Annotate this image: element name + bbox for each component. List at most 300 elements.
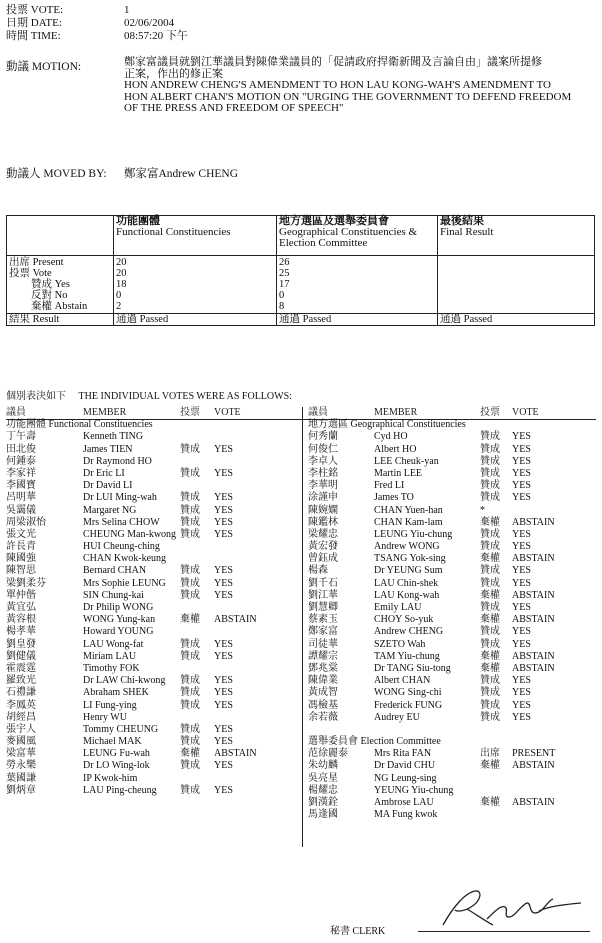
motion-label: 動議 MOTION: <box>6 61 82 73</box>
member-vote-zh: 棄權 <box>480 516 500 528</box>
member-zh-name: 劉漢銓 <box>308 797 338 808</box>
member-vote-zh: 贊成 <box>480 541 500 553</box>
member-vote: YES <box>214 687 233 699</box>
member-vote-zh: 贊成 <box>480 577 500 589</box>
member-en-name: Dr LO Wing-lok <box>83 760 150 772</box>
member-zh-name: 吳靄儀 <box>6 504 36 516</box>
gc-vote: 25 <box>279 268 290 279</box>
member-zh-name: 余若薇 <box>308 711 338 723</box>
member-vote-zh: 棄權 <box>480 662 500 674</box>
member-vote-zh: 贊成 <box>180 736 200 748</box>
member-en-name: YEUNG Yiu-chung <box>374 784 454 796</box>
member-vote-zh: 贊成 <box>180 760 200 772</box>
member-vote: ABSTAIN <box>512 662 555 674</box>
member-row <box>308 444 596 456</box>
member-zh-name: 何俊仁 <box>308 443 338 455</box>
member-vote-zh: 棄權 <box>480 589 500 601</box>
member-row <box>6 553 298 565</box>
gc-yes: 17 <box>279 279 290 290</box>
col-vote-header: VOTE <box>512 407 539 418</box>
member-row <box>308 480 596 492</box>
member-vote-zh: 贊成 <box>180 528 200 540</box>
member-zh-name: 黃成智 <box>308 687 338 699</box>
member-row <box>308 809 596 821</box>
member-row <box>308 541 596 553</box>
member-vote: YES <box>214 650 233 662</box>
left-column-headers <box>6 407 298 419</box>
member-vote: YES <box>214 565 233 577</box>
member-zh-name: 劉千石 <box>308 577 338 589</box>
member-row <box>6 712 298 724</box>
member-en-name: WONG Yung-kan <box>83 614 156 626</box>
member-en-name: CHAN Yuen-han <box>374 504 443 516</box>
member-zh-name: 楊耀忠 <box>308 784 338 796</box>
member-vote-zh: 贊成 <box>480 602 500 613</box>
member-zh-name: 李柱銘 <box>308 467 338 479</box>
member-zh-name: 丁午壽 <box>6 431 36 443</box>
member-zh-name: 黃容根 <box>6 614 36 626</box>
member-vote: YES <box>214 699 233 711</box>
member-en-name: James TIEN <box>83 443 133 455</box>
gc-no: 0 <box>279 290 285 301</box>
member-zh-name: 劉健儀 <box>6 650 36 662</box>
member-vote-zh: 贊成 <box>180 504 200 516</box>
member-row <box>6 590 298 602</box>
member-vote-zh: 贊成 <box>180 577 200 589</box>
clerk-signature <box>435 885 585 930</box>
member-vote: YES <box>512 467 531 479</box>
col-vote-zh-header: 投票 <box>480 407 500 418</box>
member-row <box>6 748 298 760</box>
member-zh-name: 朱幼麟 <box>308 760 338 772</box>
fc-vote: 20 <box>116 268 127 279</box>
member-en-name: LAU Wong-fat <box>83 638 144 650</box>
member-row <box>6 480 298 492</box>
member-zh-name: 李國寶 <box>6 480 36 492</box>
motion-zh-line1: 鄭家富議員就劉江華議員對陳偉業議員的「促請政府捍衛新聞及言論自由」議案所提修 <box>124 56 542 68</box>
member-en-name: LAU Kong-wah <box>374 589 440 601</box>
member-zh-name: 梁耀忠 <box>308 528 338 540</box>
member-zh-name: 楊森 <box>308 565 328 577</box>
member-vote-zh: 贊成 <box>480 492 500 504</box>
member-row <box>6 578 298 590</box>
member-vote-zh: 贊成 <box>480 711 500 723</box>
col-member-header: MEMBER <box>374 407 418 418</box>
member-row <box>308 553 596 565</box>
member-vote: YES <box>512 675 531 687</box>
member-vote-zh: 贊成 <box>480 480 500 492</box>
member-vote-zh: 贊成 <box>180 638 200 650</box>
summary-blank-cell <box>7 216 114 256</box>
present-label: 出席 Present <box>9 257 64 268</box>
member-en-name: TSANG Yok-sing <box>374 553 446 565</box>
member-zh-name: 單仲偕 <box>6 589 36 601</box>
member-vote-zh: 棄權 <box>480 553 500 565</box>
motion-en-line2: HON ALBERT CHAN'S MOTION ON "URGING THE GOVERNMENT TO DEFEND FREEDOM <box>124 90 572 103</box>
member-row <box>308 565 596 577</box>
member-row <box>308 773 596 785</box>
member-zh-name: 張宇人 <box>6 723 36 735</box>
member-vote: YES <box>214 492 233 504</box>
member-row <box>6 468 298 480</box>
member-vote: YES <box>512 687 531 699</box>
member-vote-zh: 贊成 <box>180 492 200 504</box>
member-row <box>308 468 596 480</box>
member-zh-name: 曾鈺成 <box>308 553 338 565</box>
member-zh-name: 周梁淑怡 <box>6 516 46 528</box>
member-zh-name: 陳國強 <box>6 553 36 565</box>
member-vote: YES <box>214 784 233 796</box>
member-zh-name: 許長青 <box>6 541 36 553</box>
time-value: 08:57:20 下午 <box>124 30 188 42</box>
summary-labels <box>7 256 114 314</box>
gc-en-heading-1: Geographical Constituencies & <box>279 226 418 238</box>
member-vote-zh: 贊成 <box>180 516 200 528</box>
member-vote: YES <box>512 711 531 723</box>
member-row <box>6 663 298 675</box>
member-en-name: LEUNG Fu-wah <box>83 748 150 760</box>
member-vote: YES <box>214 504 233 516</box>
member-vote-zh: 贊成 <box>180 675 200 687</box>
member-zh-name: 馬逢國 <box>308 809 338 821</box>
member-vote: YES <box>512 638 531 650</box>
fc-no: 0 <box>116 290 122 301</box>
fc-en-heading: Functional Constituencies <box>116 226 231 238</box>
member-vote-zh: 贊成 <box>180 723 200 735</box>
member-vote-zh: 贊成 <box>180 699 200 711</box>
fc-result: 通過 Passed <box>114 314 277 326</box>
date-label: 日期 DATE: <box>6 17 62 29</box>
member-zh-name: 麥國風 <box>6 736 36 748</box>
member-vote: YES <box>512 443 531 455</box>
member-vote-zh: 棄權 <box>480 614 500 626</box>
member-row <box>6 492 298 504</box>
member-en-name: CHEUNG Man-kwong <box>83 528 177 540</box>
member-en-name: Dr Eric LI <box>83 467 125 479</box>
member-row <box>308 687 596 699</box>
member-en-name: CHAN Kam-lam <box>374 516 443 528</box>
member-en-name: IP Kwok-him <box>83 772 138 784</box>
member-en-name: Mrs Selina CHOW <box>83 516 160 528</box>
fc-present: 20 <box>116 257 127 268</box>
member-vote: YES <box>214 577 233 589</box>
member-vote-zh: 贊成 <box>180 687 200 699</box>
right-column-headers <box>308 407 596 419</box>
member-en-name: Tommy CHEUNG <box>83 723 159 735</box>
member-vote: YES <box>512 480 531 492</box>
member-en-name: Dr YEUNG Sum <box>374 565 443 577</box>
member-vote: YES <box>512 455 531 467</box>
member-row <box>6 651 298 663</box>
member-vote: YES <box>214 589 233 601</box>
member-vote-zh: 贊成 <box>480 467 500 479</box>
fc-yes: 18 <box>116 279 127 290</box>
member-en-name: LAU Ping-cheung <box>83 784 157 796</box>
final-counts-blank <box>438 256 595 314</box>
member-zh-name: 劉皇發 <box>6 638 36 650</box>
member-zh-name: 陳偉業 <box>308 675 338 687</box>
member-zh-name: 涂謹申 <box>308 492 338 504</box>
member-vote-zh: 贊成 <box>480 699 500 711</box>
member-vote-zh: 棄權 <box>180 748 200 760</box>
member-vote: YES <box>214 443 233 455</box>
member-en-name: Dr David LI <box>83 480 133 492</box>
member-vote-zh: 贊成 <box>180 443 200 455</box>
member-zh-name: 李華明 <box>308 480 338 492</box>
member-zh-name: 梁劉柔芬 <box>6 577 46 589</box>
member-row <box>308 590 596 602</box>
member-row <box>6 687 298 699</box>
member-zh-name: 吳亮星 <box>308 772 338 784</box>
final-zh-heading: 最後結果 <box>440 215 484 227</box>
member-en-name: CHOY So-yuk <box>374 614 434 626</box>
member-en-name: SZETO Wah <box>374 638 426 650</box>
member-vote: YES <box>214 675 233 687</box>
member-en-name: CHAN Kwok-keung <box>83 553 167 565</box>
member-zh-name: 黃宜弘 <box>6 602 36 613</box>
member-vote: ABSTAIN <box>512 589 555 601</box>
member-zh-name: 胡經昌 <box>6 711 36 723</box>
member-en-name: TAM Yiu-chung <box>374 650 440 662</box>
member-vote-zh: 贊成 <box>480 565 500 577</box>
member-en-name: Dr LAW Chi-kwong <box>83 675 166 687</box>
vote-number-label: 投票 VOTE: <box>6 4 64 16</box>
member-zh-name: 勞永樂 <box>6 760 36 772</box>
member-en-name: Dr David CHU <box>374 760 436 772</box>
member-row <box>6 529 298 541</box>
gc-section-label: 地方選區 Geographical Constituencies <box>308 419 466 431</box>
clerk-label: 秘書 CLERK <box>330 926 386 937</box>
member-row <box>308 651 596 663</box>
member-en-name: James TO <box>374 492 414 504</box>
member-zh-name: 劉慧卿 <box>308 602 338 613</box>
member-vote: ABSTAIN <box>512 650 555 662</box>
member-row <box>6 639 298 651</box>
fc-abstain: 2 <box>116 301 122 312</box>
member-vote: YES <box>512 541 531 553</box>
gc-zh-heading: 地方選區及選舉委員會 <box>279 215 389 227</box>
member-row <box>308 614 596 626</box>
member-zh-name: 馮檢基 <box>308 699 338 711</box>
member-vote-zh: 贊成 <box>480 638 500 650</box>
member-vote: YES <box>214 467 233 479</box>
individual-votes-heading: 個別表決如下 THE INDIVIDUAL VOTES WERE AS FOLLOWS: <box>6 391 292 402</box>
member-en-name: Bernard CHAN <box>83 565 147 577</box>
gc-present: 26 <box>279 257 290 268</box>
member-vote: YES <box>214 638 233 650</box>
member-en-name: Dr TANG Siu-tong <box>374 662 451 674</box>
member-en-name: Cyd HO <box>374 431 408 443</box>
member-en-name: Audrey EU <box>374 711 420 723</box>
member-en-name: Emily LAU <box>374 602 422 613</box>
ec-section-heading <box>308 736 596 748</box>
col-member-header: MEMBER <box>83 407 127 418</box>
member-row <box>6 431 298 443</box>
member-vote: ABSTAIN <box>512 760 555 772</box>
member-vote-zh: 贊成 <box>180 784 200 796</box>
member-vote: ABSTAIN <box>512 553 555 565</box>
member-row <box>308 785 596 797</box>
member-zh-name: 范徐麗泰 <box>308 748 348 760</box>
member-row <box>308 529 596 541</box>
member-row <box>308 797 596 809</box>
member-en-name: Frederick FUNG <box>374 699 443 711</box>
final-result: 通過 Passed <box>438 314 595 326</box>
member-zh-name: 鄭家富 <box>308 626 338 638</box>
gc-counts <box>277 256 438 314</box>
member-en-name: Dr Philip WONG <box>83 602 154 613</box>
spacer <box>308 724 596 736</box>
gc-abstain: 8 <box>279 301 285 312</box>
member-en-name: Mrs Sophie LEUNG <box>83 577 166 589</box>
member-vote-zh: 贊成 <box>180 589 200 601</box>
member-en-name: MA Fung kwok <box>374 809 438 821</box>
member-en-name: SIN Chung-kai <box>83 589 144 601</box>
member-en-name: Howard YOUNG <box>83 626 154 638</box>
member-en-name: Michael MAK <box>83 736 142 748</box>
member-zh-name: 霍震霆 <box>6 662 36 674</box>
clerk-signature-line <box>418 931 590 932</box>
member-en-name: Andrew CHENG <box>374 626 444 638</box>
member-row <box>308 760 596 772</box>
member-zh-name: 張文光 <box>6 528 36 540</box>
fc-section-heading <box>6 419 298 431</box>
member-zh-name: 羅致光 <box>6 675 36 687</box>
motion-text <box>124 57 594 115</box>
member-row <box>308 456 596 468</box>
member-vote-zh: * <box>480 504 485 516</box>
member-zh-name: 蔡素玉 <box>308 614 338 626</box>
member-en-name: HUI Cheung-ching <box>83 541 160 553</box>
member-vote-zh: 贊成 <box>480 675 500 687</box>
col-zh-header: 議員 <box>308 407 328 418</box>
no-label: 反對 No <box>31 290 68 301</box>
member-row <box>308 431 596 443</box>
member-row <box>308 578 596 590</box>
member-zh-name: 譚耀宗 <box>308 650 338 662</box>
member-row <box>6 724 298 736</box>
member-zh-name: 鄧兆棠 <box>308 662 338 674</box>
member-row <box>6 444 298 456</box>
member-vote: ABSTAIN <box>512 797 555 808</box>
gc-result: 通過 Passed <box>277 314 438 326</box>
member-zh-name: 葉國謙 <box>6 772 36 784</box>
member-zh-name: 石禮謙 <box>6 687 36 699</box>
member-en-name: Albert HO <box>374 443 417 455</box>
member-en-name: NG Leung-sing <box>374 772 437 784</box>
member-zh-name: 田北俊 <box>6 443 36 455</box>
member-vote: YES <box>512 699 531 711</box>
time-label: 時間 TIME: <box>6 30 61 42</box>
moved-by-label: 動議人 MOVED BY: <box>6 168 107 180</box>
member-vote-zh: 贊成 <box>480 528 500 540</box>
final-en-heading: Final Result <box>440 226 494 238</box>
member-vote: PRESENT <box>512 748 556 760</box>
member-en-name: Margaret NG <box>83 504 137 516</box>
vote-number: 1 <box>124 4 130 16</box>
member-row <box>308 517 596 529</box>
member-vote: ABSTAIN <box>512 614 555 626</box>
summary-header-gc <box>277 216 438 256</box>
member-zh-name: 李家祥 <box>6 467 36 479</box>
geographical-votes-column <box>308 407 596 821</box>
fc-section-label: 功能團體 Functional Constituencies <box>6 419 153 431</box>
member-en-name: Miriam LAU <box>83 650 137 662</box>
member-row <box>6 505 298 517</box>
abstain-label: 棄權 Abstain <box>31 301 88 312</box>
member-vote: ABSTAIN <box>214 748 257 760</box>
member-row <box>6 700 298 712</box>
member-en-name: LEE Cheuk-yan <box>374 455 439 467</box>
member-row <box>6 675 298 687</box>
member-zh-name: 黃宏發 <box>308 541 338 553</box>
member-en-name: Dr LUI Ming-wah <box>83 492 157 504</box>
member-en-name: Andrew WONG <box>374 541 440 553</box>
col-vote-zh-header: 投票 <box>180 407 200 418</box>
member-vote-zh: 贊成 <box>180 467 200 479</box>
member-row <box>6 773 298 785</box>
member-row <box>6 614 298 626</box>
member-vote: YES <box>512 565 531 577</box>
member-zh-name: 何鍾泰 <box>6 455 36 467</box>
member-vote-zh: 贊成 <box>480 626 500 638</box>
member-en-name: Kenneth TING <box>83 431 144 443</box>
member-vote: YES <box>214 528 233 540</box>
member-vote: YES <box>512 626 531 638</box>
member-row <box>6 517 298 529</box>
member-en-name: LAU Chin-shek <box>374 577 439 589</box>
member-zh-name: 李鳳英 <box>6 699 36 711</box>
member-row <box>6 565 298 577</box>
member-vote-zh: 棄權 <box>480 760 500 772</box>
member-vote: YES <box>512 492 531 504</box>
gc-en-heading-2: Election Committee <box>279 237 368 249</box>
member-vote-zh: 贊成 <box>480 443 500 455</box>
member-en-name: Albert CHAN <box>374 675 431 687</box>
member-zh-name: 劉江華 <box>308 589 338 601</box>
member-zh-name: 司徒華 <box>308 638 338 650</box>
member-en-name: Abraham SHEK <box>83 687 149 699</box>
member-vote-zh: 贊成 <box>480 431 500 443</box>
member-zh-name: 陳智思 <box>6 565 36 577</box>
member-vote: YES <box>512 602 531 613</box>
member-vote-zh: 棄權 <box>480 797 500 808</box>
member-row <box>308 663 596 675</box>
vote-label: 投票 Vote <box>9 268 52 279</box>
member-row <box>308 492 596 504</box>
member-vote: ABSTAIN <box>214 614 257 626</box>
ec-section-label: 選舉委員會 Election Committee <box>308 736 441 748</box>
member-row <box>308 505 596 517</box>
member-row <box>308 639 596 651</box>
member-en-name: Ambrose LAU <box>374 797 434 808</box>
member-vote: YES <box>214 736 233 748</box>
member-row <box>6 626 298 638</box>
functional-votes-column <box>6 407 298 797</box>
member-vote: YES <box>512 528 531 540</box>
member-vote-zh: 贊成 <box>180 565 200 577</box>
member-row <box>6 736 298 748</box>
member-zh-name: 梁富華 <box>6 748 36 760</box>
member-en-name: Dr Raymond HO <box>83 455 152 467</box>
gc-section-heading <box>308 419 596 431</box>
member-en-name: Henry WU <box>83 711 127 723</box>
summary-table <box>6 215 595 326</box>
member-vote: YES <box>512 431 531 443</box>
member-row <box>6 541 298 553</box>
date-value: 02/06/2004 <box>124 17 175 29</box>
member-zh-name: 劉炳章 <box>6 784 36 796</box>
